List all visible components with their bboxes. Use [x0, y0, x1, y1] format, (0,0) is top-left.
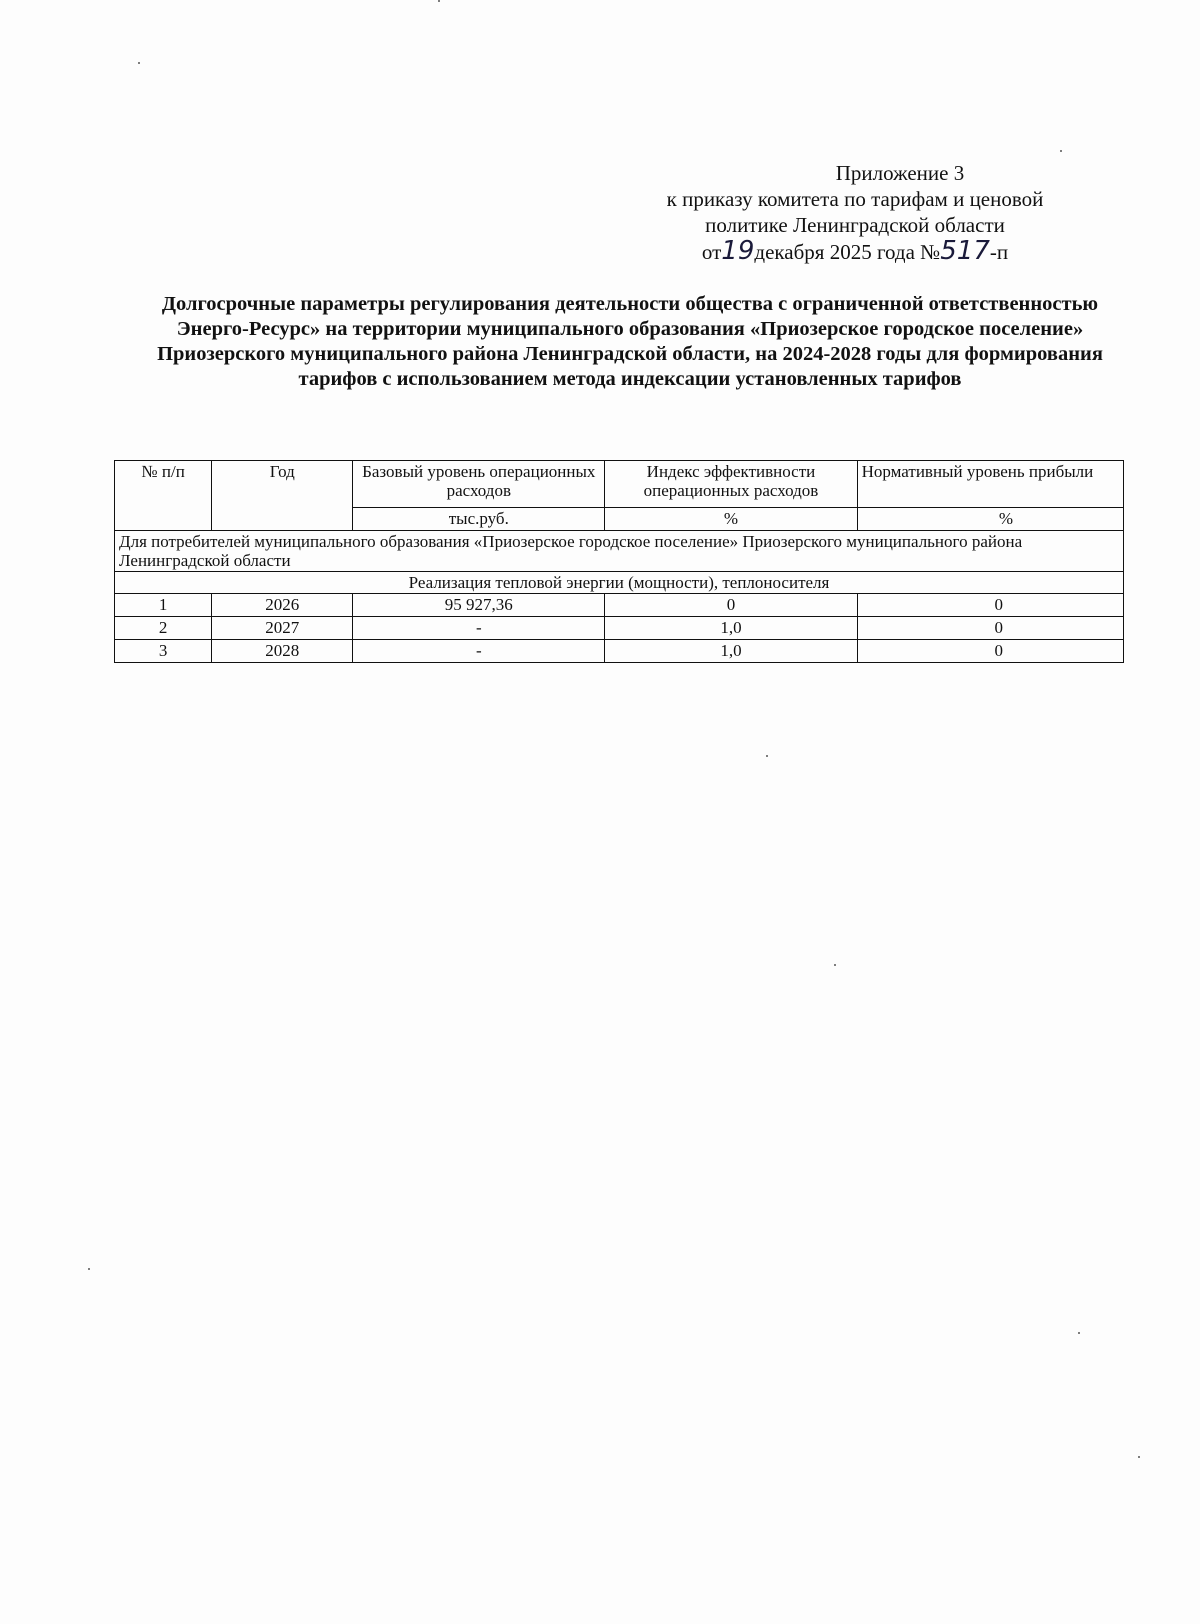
unit-profit-level: % — [857, 508, 1123, 531]
cell-efficiency-index: 1,0 — [605, 640, 857, 663]
group-row-consumers: Для потребителей муниципального образования «Приозерское городское поселение» Приозерского муниципального района Ленинградской области — [115, 531, 1124, 572]
cell-number: 3 — [115, 640, 212, 663]
scan-speck — [1060, 150, 1062, 152]
appendix-committee-line: политике Ленинградской области — [705, 213, 1005, 237]
order-suffix: -п — [989, 240, 1009, 264]
table-section-row — [115, 572, 1124, 594]
header-base-costs: Базовый уровень операционных расходов — [353, 461, 605, 508]
table-row — [115, 640, 1124, 663]
cell-number: 1 — [115, 594, 212, 617]
table-row — [115, 617, 1124, 640]
appendix-number: Приложение 3 — [835, 161, 965, 185]
cell-number: 2 — [115, 617, 212, 640]
header-efficiency-index: Индекс эффективности операционных расходов — [605, 461, 857, 508]
cell-efficiency-index: 0 — [605, 594, 857, 617]
scan-speck — [438, 0, 440, 2]
cell-efficiency-index: 1,0 — [605, 617, 857, 640]
cell-base-costs: - — [353, 617, 605, 640]
document-title: Долгосрочные параметры регулирования деятельности общества с ограниченной ответственностью Энерго-Ресурс» на территории муниципального образования «Приозерское городское поселение» Приозерского муниципального района Ленинградской области, на 2024-2028 годы для формирования тарифов с использованием метода индексации установленных тарифов — [157, 293, 1103, 390]
table-row — [115, 594, 1124, 617]
parameters-table — [114, 460, 1124, 663]
cell-year: 2026 — [212, 594, 353, 617]
table-group-row — [115, 531, 1124, 572]
scan-speck — [766, 755, 768, 757]
date-prefix: от — [701, 240, 722, 264]
appendix-header — [600, 160, 1110, 265]
scan-speck — [834, 964, 836, 966]
cell-profit-level: 0 — [857, 617, 1123, 640]
table-header-row — [115, 461, 1124, 508]
unit-base-costs: тыс.руб. — [353, 508, 605, 531]
handwritten-day: 19 — [721, 236, 755, 266]
cell-profit-level: 0 — [857, 594, 1123, 617]
appendix-date-line — [600, 238, 1110, 265]
header-profit-level: Нормативный уровень прибыли — [857, 461, 1123, 508]
cell-year: 2028 — [212, 640, 353, 663]
appendix-order-line: к приказу комитета по тарифам и ценовой — [666, 187, 1044, 211]
handwritten-order-number: 517 — [940, 236, 990, 266]
scan-speck — [1078, 1332, 1080, 1334]
date-rest: декабря 2025 года № — [754, 240, 941, 264]
cell-base-costs: 95 927,36 — [353, 594, 605, 617]
scan-speck — [88, 1268, 90, 1270]
scan-speck — [138, 62, 140, 64]
scan-speck — [1138, 1456, 1140, 1458]
header-number: № п/п — [115, 461, 212, 531]
section-row-heat-energy: Реализация тепловой энергии (мощности), теплоносителя — [115, 572, 1124, 594]
header-year: Год — [212, 461, 353, 531]
cell-profit-level: 0 — [857, 640, 1123, 663]
cell-year: 2027 — [212, 617, 353, 640]
unit-efficiency-index: % — [605, 508, 857, 531]
cell-base-costs: - — [353, 640, 605, 663]
